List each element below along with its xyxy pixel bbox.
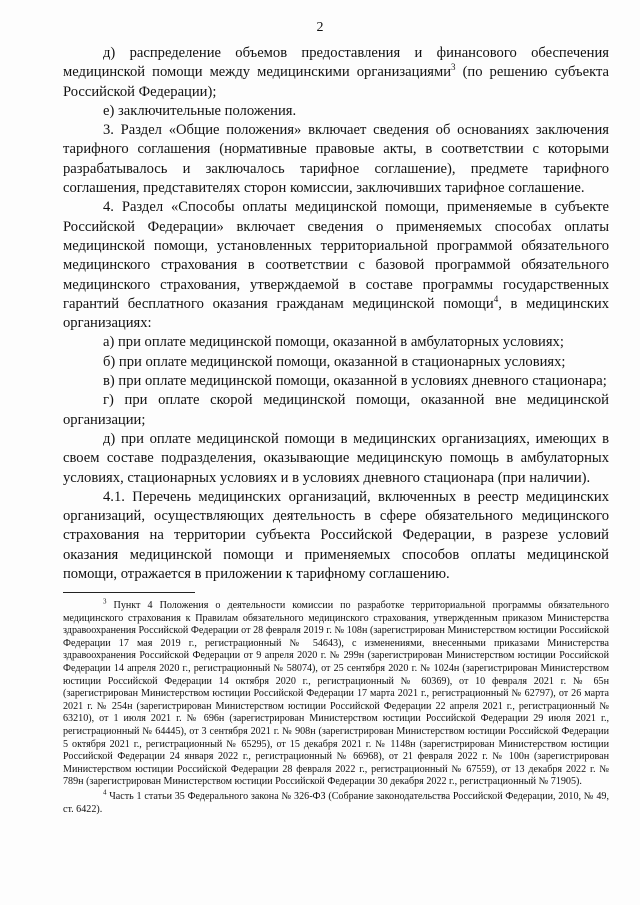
footnotes xyxy=(63,597,609,816)
paragraph-section-3: 3. Раздел «Общие положения» включает сведения об основаниях заключения тарифного соглашения (нормативные правовые акты, в соответствии с которыми разрабатывалось и заключалось тарифное соглашение), предмете тарифного соглашения, представителях сторон комиссии, заключивших тарифное соглашение. xyxy=(63,122,609,197)
paragraph-text: 4. Раздел «Способы оплаты медицинской помощи, применяемые в субъекте Российской Федерации» включает сведения о применяемых способах оплаты медицинской помощи, установленных территориальной программой обязательного медицинского страхования в соответствии с базовой программой обязательного медицинского страхования, утверждаемой в составе программы государственных гарантий бесплатного оказания гражданам медицинской помощи xyxy=(63,199,609,312)
body-text xyxy=(63,44,609,584)
footnote-mark: 4 xyxy=(103,788,107,797)
footnote-text: Пункт 4 Положения о деятельности комиссии по разработке территориальной программы обязательного медицинского страхования к Правилам обязательного медицинского страхования, утвержденным приказом Министерства здравоохранения Российской Федерации от 28 февраля 2019 г. № 108н (зарегистрирован Министерством юстиции Российской Федерации 17 мая 2019 г., регистрационный № 54643), с изменениями, внесенными приказами Министерства здравоохранения Российской Федерации от 9 апреля 2020 г. № 299н (зарегистрирован Министерством юстиции Российской Федерации 14 апреля 2020 г., регистрационный № 58074), от 25 сентября 2020 г. № 1024н (зарегистрирован Министерством юстиции Российской Федерации 14 октября 2020 г., регистрационный № 60369), от 10 февраля 2021 г. № 65н (зарегистрирован Министерством юстиции Российской Федерации 17 марта 2021 г., регистрационный № 62797), от 26 марта 2021 г. № 254н (зарегистрирован Министерством юстиции Российской Федерации 22 апреля 2021 г., регистрационный № 63210), от 1 июля 2021 г. № 696н (зарегистрирован Министерством юстиции Российской Федерации 29 июля 2021 г., регистрационный № 64445), от 3 сентября 2021 г. № 908н (зарегистрирован Министерством юстиции Российской Федерации 5 октября 2021 г., регистрационный № 65295), от 15 декабря 2021 г. № 1148н (зарегистрирован Министерством юстиции Российской Федерации 24 января 2022 г., регистрационный № 66968), от 21 февраля 2022 г. № 100н (зарегистрирован Министерством юстиции Российской Федерации 28 февраля 2022 г., регистрационный № 67559), от 13 декабря 2022 г. № 789н (зарегистрирован Министерством юстиции Российской Федерации 30 декабря 2022 г., регистрационный № 71905). xyxy=(63,600,609,788)
footnote-ref: 4 xyxy=(493,294,499,304)
paragraph-item-e-final: е) заключительные положения. xyxy=(103,102,297,119)
paragraph-item-b: б) при оплате медицинской помощи, оказанной в стационарных условиях; xyxy=(103,353,566,370)
footnote-mark: 3 xyxy=(103,597,107,606)
page-number: 2 xyxy=(316,20,324,35)
paragraph-item-v: в) при оплате медицинской помощи, оказанной в условиях дневного стационара; xyxy=(103,373,607,390)
footnote-ref: 3 xyxy=(451,62,456,73)
paragraph-item-g: г) при оплате скорой медицинской помощи, оказанной вне медицинской организации; xyxy=(63,392,609,428)
footnote-3 xyxy=(63,597,609,789)
paragraph-section-4 xyxy=(63,198,609,333)
footnote-text: Часть 1 статьи 35 Федерального закона № 326-ФЗ (Собрание законодательства Российской Федерации, 2010, № 49, ст. 6422). xyxy=(63,790,609,815)
paragraph-text: д) распределение объемов предоставления и финансового обеспечения медицинской помощи между медицинскими организациями xyxy=(63,45,609,81)
paragraph-item-a: а) при оплате медицинской помощи, оказанной в амбулаторных условиях; xyxy=(103,334,564,351)
footnote-4 xyxy=(63,788,609,816)
paragraph-item-d-combined: д) при оплате медицинской помощи в медицинских организациях, имеющих в своем составе подразделения, оказывающие медицинскую помощь в амбулаторных условиях, стационарных условиях и в условиях дневного стационара (при наличии). xyxy=(63,430,609,486)
paragraph-item-d-distribution xyxy=(63,44,609,102)
paragraph-tail: (по решению субъекта Российской Федерации); xyxy=(63,64,609,100)
paragraph-tail: , в медицинских организациях: xyxy=(63,295,609,332)
paragraph-section-4-1: 4.1. Перечень медицинских организаций, включенных в реестр медицинских организаций, осуществляющих деятельность в сфере обязательного медицинского страхования на территории субъекта Российской Федерации, в разрезе условий оказания медицинской помощи и применяемых способов оплаты медицинской помощи, отражается в приложении к тарифному соглашению. xyxy=(63,488,609,583)
footnote-divider xyxy=(63,592,195,593)
